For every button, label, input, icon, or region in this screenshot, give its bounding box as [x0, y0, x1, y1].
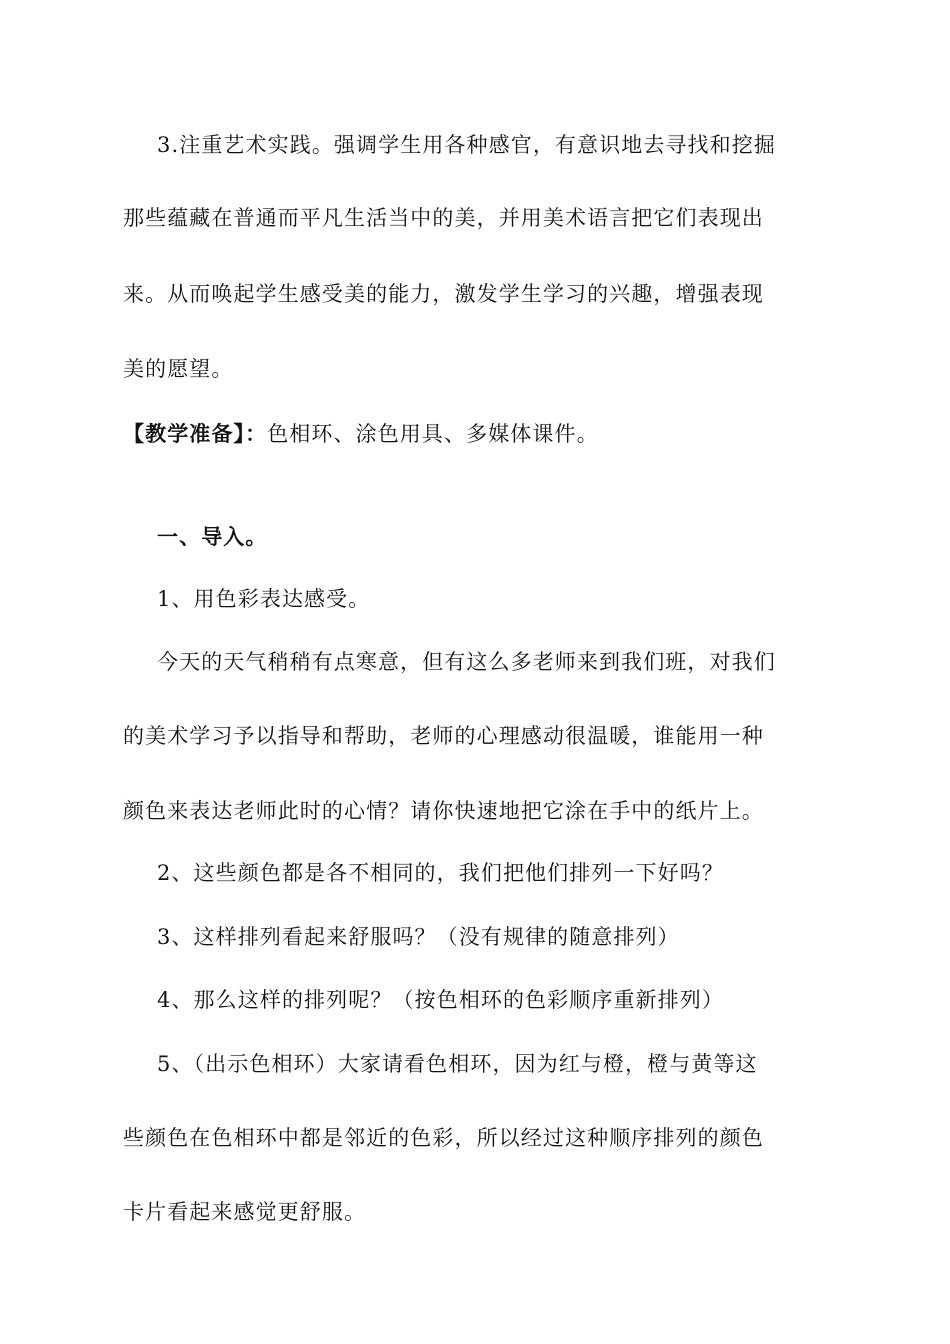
step5-line-2: 些颜色在色相环中都是邻近的色彩，所以经过这种顺序排列的颜色 [123, 1126, 764, 1150]
item3-line-4: 美的愿望。 [123, 357, 234, 381]
item3-line-2: 那些蕴藏在普通而平凡生活当中的美，并用美术语言把它们表现出 [123, 206, 764, 230]
item3-line-1: 3.注重艺术实践。强调学生用各种感官，有意识地去寻找和挖掘 [157, 133, 776, 157]
section-heading-lead-in: 一、导入。 [157, 524, 268, 549]
step3-text: 3、这样排列看起来舒服吗？（没有规律的随意排列） [157, 925, 680, 949]
step4-text: 4、那么这样的排列呢？（按色相环的色彩顺序重新排列） [157, 988, 724, 1012]
preparation-line [123, 419, 599, 449]
step2-text: 2、这些颜色都是各不相同的，我们把他们排列一下好吗？ [157, 861, 724, 885]
paragraph-line-2: 的美术学习予以指导和帮助，老师的心理感动很温暖，谁能用一种 [123, 724, 764, 748]
preparation-label: 【教学准备】： [123, 421, 268, 446]
item3-line-3: 来。从而唤起学生感受美的能力，激发学生学习的兴趣，增强表现 [123, 282, 764, 306]
step5-line-1: 5、（出示色相环）大家请看色相环，因为红与橙，橙与黄等这 [157, 1052, 758, 1076]
paragraph-line-3: 颜色来表达老师此时的心情？请你快速地把它涂在手中的纸片上。 [123, 799, 764, 823]
step5-line-3: 卡片看起来感觉更舒服。 [123, 1200, 367, 1224]
step1-text: 1、用色彩表达感受。 [157, 587, 371, 611]
preparation-text: 色相环、涂色用具、多媒体课件。 [267, 422, 599, 446]
paragraph-line-1: 今天的天气稍稍有点寒意，但有这么多老师来到我们班，对我们 [157, 650, 776, 674]
